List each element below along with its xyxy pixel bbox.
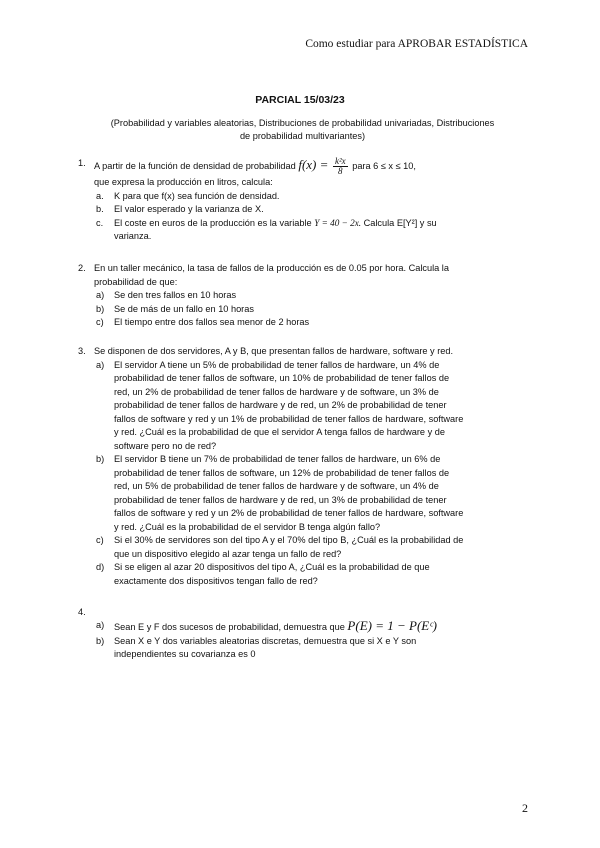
item-label: b) <box>96 303 105 314</box>
page-header: Como estudiar para APROBAR ESTADÍSTICA <box>305 38 528 50</box>
question-3 <box>78 345 464 588</box>
question-4-item-b <box>78 635 464 662</box>
question-2-item-c <box>78 316 458 330</box>
density-fraction <box>333 157 348 176</box>
question-3-item-c <box>78 534 464 561</box>
item-text: K para que f(x) sea función de densidad. <box>114 190 280 201</box>
question-3-intro: Se disponen de dos servidores, A y B, que presentan fallos de hardware, software y red. <box>94 346 454 356</box>
item-label: a) <box>96 620 105 630</box>
question-1 <box>78 157 458 244</box>
question-2-item-a <box>78 289 458 303</box>
item-label: a. <box>96 190 104 201</box>
question-2-intro: En un taller mecánico, la tasa de fallos de la producción es de 0.05 por hora. Calcula la probabilidad de que: <box>94 263 449 287</box>
item-label: a) <box>96 359 105 370</box>
question-2 <box>78 262 458 330</box>
item-text: El servidor A tiene un 5% de probabilidad de tener fallos de hardware, un 4% de probabilidad de tener fallos de software, un 10% de probabilidad de tener fallos de red, un 2% de probabilidad de tener fallos de hardware y de software, un 3% de probabilidad de tener fallos de hardware y de red, un 2% de probabilidad de tener fallos de software y red y un 1% de probabilidad de tener fallos de hardware, software y red. ¿Cuál es la probabilidad de que el servidor A tenga fallos de hardware y de software pero no de red? <box>114 359 464 451</box>
item-text: El coste en euros de la producción es la variable <box>114 217 312 228</box>
fraction-denominator: 8 <box>338 166 343 176</box>
item-label: b) <box>96 635 105 646</box>
question-1-intro: A partir de la función de densidad de probabilidad <box>94 160 296 171</box>
question-2-item-b <box>78 303 458 317</box>
item-label: d) <box>96 562 105 572</box>
item-text: El tiempo entre dos fallos sea menor de 2 horas <box>114 317 310 327</box>
item-label: c) <box>96 317 104 327</box>
question-3-item-d <box>78 561 464 588</box>
question-4-item-a <box>78 619 464 635</box>
complement-expression: P(E) = 1 − P(Eᶜ) <box>347 618 437 633</box>
density-function-label: f(x) = <box>298 156 329 172</box>
item-label: b) <box>96 454 105 464</box>
item-text-after: Calcula E[Y²] y su varianza. <box>114 217 437 241</box>
item-text: Sean X e Y dos variables aleatorias discretas, demuestra que si X e Y son independientes su covarianza es 0 <box>114 635 417 659</box>
page-number: 2 <box>522 801 528 815</box>
item-text: Si se eligen al azar 20 dispositivos del tipo A, ¿Cuál es la probabilidad de que exactamente dos dispositivos tengan fallo de red? <box>114 562 430 586</box>
item-text: Se de más de un fallo en 10 horas <box>114 303 254 314</box>
question-1-item-c <box>78 217 458 244</box>
item-text: El servidor B tiene un 7% de probabilidad de tener fallos de hardware, un 6% de probabilidad de tener fallos de software, un 12% de probabilidad de tener fallos de red, un 5% de probabilidad de tener fallos de hardware y de software, un 4% de probabilidad de tener fallos de hardware y de red, un 3% de probabilidad de tener fallos de software y red y un 2% de probabilidad de tener fallos de hardware, software y red. ¿Cuál es la probabilidad de el servidor B tenga algún fallo? <box>114 454 464 532</box>
item-label: c) <box>96 535 104 545</box>
question-1-range: para 6 ≤ x ≤ 10, <box>352 160 416 171</box>
item-label: c. <box>96 217 104 228</box>
question-4 <box>78 606 464 662</box>
item-text: Si el 30% de servidores son del tipo A y el 70% del tipo B, ¿Cuál es la probabilidad de que un dispositivo elegido al azar tenga un fallo de red? <box>114 535 464 559</box>
item-text: El valor esperado y la varianza de X. <box>114 204 264 214</box>
exam-subtitle: (Probabilidad y variables aleatorias, Distribuciones de probabilidad univariadas, Distribuciones de probabilidad multivariantes) <box>110 118 495 141</box>
item-text: Se den tres fallos en 10 horas <box>114 290 237 300</box>
question-1-item-a <box>78 190 458 204</box>
question-1-number: 1. <box>78 158 86 168</box>
cost-expression: Y = 40 − 2x. <box>314 217 362 228</box>
item-label: b. <box>96 204 104 214</box>
fraction-numerator: k²x <box>334 156 346 166</box>
question-4-number: 4. <box>78 607 86 617</box>
question-1-intro-line2: que expresa la producción en litros, calcula: <box>94 177 273 187</box>
item-label: a) <box>96 290 105 300</box>
question-3-item-a <box>78 359 464 454</box>
question-1-item-b <box>78 203 458 217</box>
question-3-number: 3. <box>78 346 86 356</box>
exam-title: PARCIAL 15/03/23 <box>255 94 345 106</box>
question-3-item-b <box>78 453 464 534</box>
item-text: Sean E y F dos sucesos de probabilidad, demuestra que <box>114 622 345 632</box>
question-2-number: 2. <box>78 263 86 273</box>
